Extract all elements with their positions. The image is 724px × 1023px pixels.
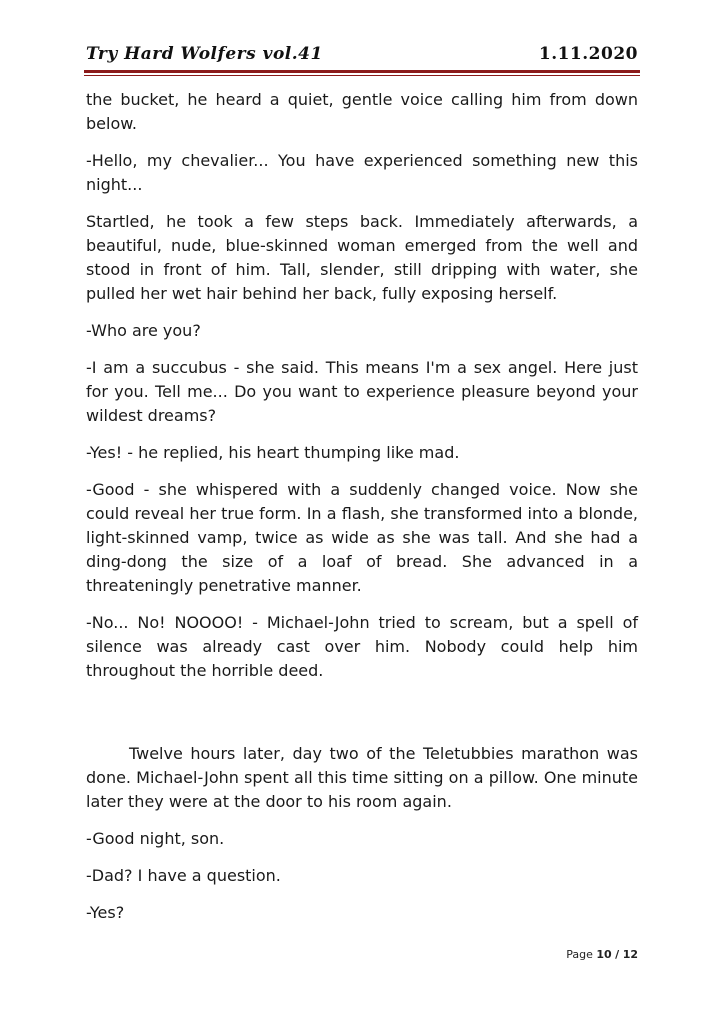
- page-label: Page: [566, 948, 593, 961]
- paragraph: the bucket, he heard a quiet, gentle voice calling him from down below.: [86, 90, 638, 133]
- page-total: 12: [622, 948, 638, 961]
- page-body: [86, 88, 638, 938]
- paragraph: Twelve hours later, day two of the Teletubbies marathon was done. Michael-John spent all this time sitting on a pillow. One minute later they were at the door to his room again.: [86, 744, 638, 811]
- paragraph: -Yes! - he replied, his heart thumping like mad.: [86, 443, 460, 462]
- section-break: [86, 696, 638, 742]
- paragraph: -Dad? I have a question.: [86, 866, 281, 885]
- paragraph: -I am a succubus - she said. This means I'm a sex angel. Here just for you. Tell me... Do you want to experience pleasure beyond your wildest dreams?: [86, 358, 638, 425]
- paragraph: -Yes?: [86, 903, 125, 922]
- paragraph: -Good night, son.: [86, 829, 225, 848]
- page-separator: /: [615, 948, 620, 961]
- page-current: 10: [596, 948, 612, 961]
- paragraph: -No... No! NOOOO! - Michael-John tried to scream, but a spell of silence was already cast over him. Nobody could help him throughout the horrible deed.: [86, 613, 638, 680]
- paragraph: -Good - she whispered with a suddenly changed voice. Now she could reveal her true form. In a flash, she transformed into a blonde, light-skinned vamp, twice as wide as she was tall. And she had a ding-dong the size of a loaf of bread. She advanced in a threateningly penetrative manner.: [86, 480, 638, 595]
- page-header: [86, 44, 638, 68]
- issue-date: 1.11.2020: [538, 44, 638, 64]
- paragraph: -Who are you?: [86, 321, 201, 340]
- magazine-title: Try Hard Wolfers vol.41: [86, 44, 323, 64]
- paragraph: Startled, he took a few steps back. Immediately afterwards, a beautiful, nude, blue-skinned woman emerged from the well and stood in front of him. Tall, slender, still dripping with water, she pulled her wet hair behind her back, fully exposing herself.: [86, 212, 638, 303]
- page-number: [566, 948, 638, 961]
- header-divider-thick: [84, 70, 640, 73]
- header-divider-thin: [84, 75, 640, 76]
- paragraph: -Hello, my chevalier... You have experienced something new this night...: [86, 151, 638, 194]
